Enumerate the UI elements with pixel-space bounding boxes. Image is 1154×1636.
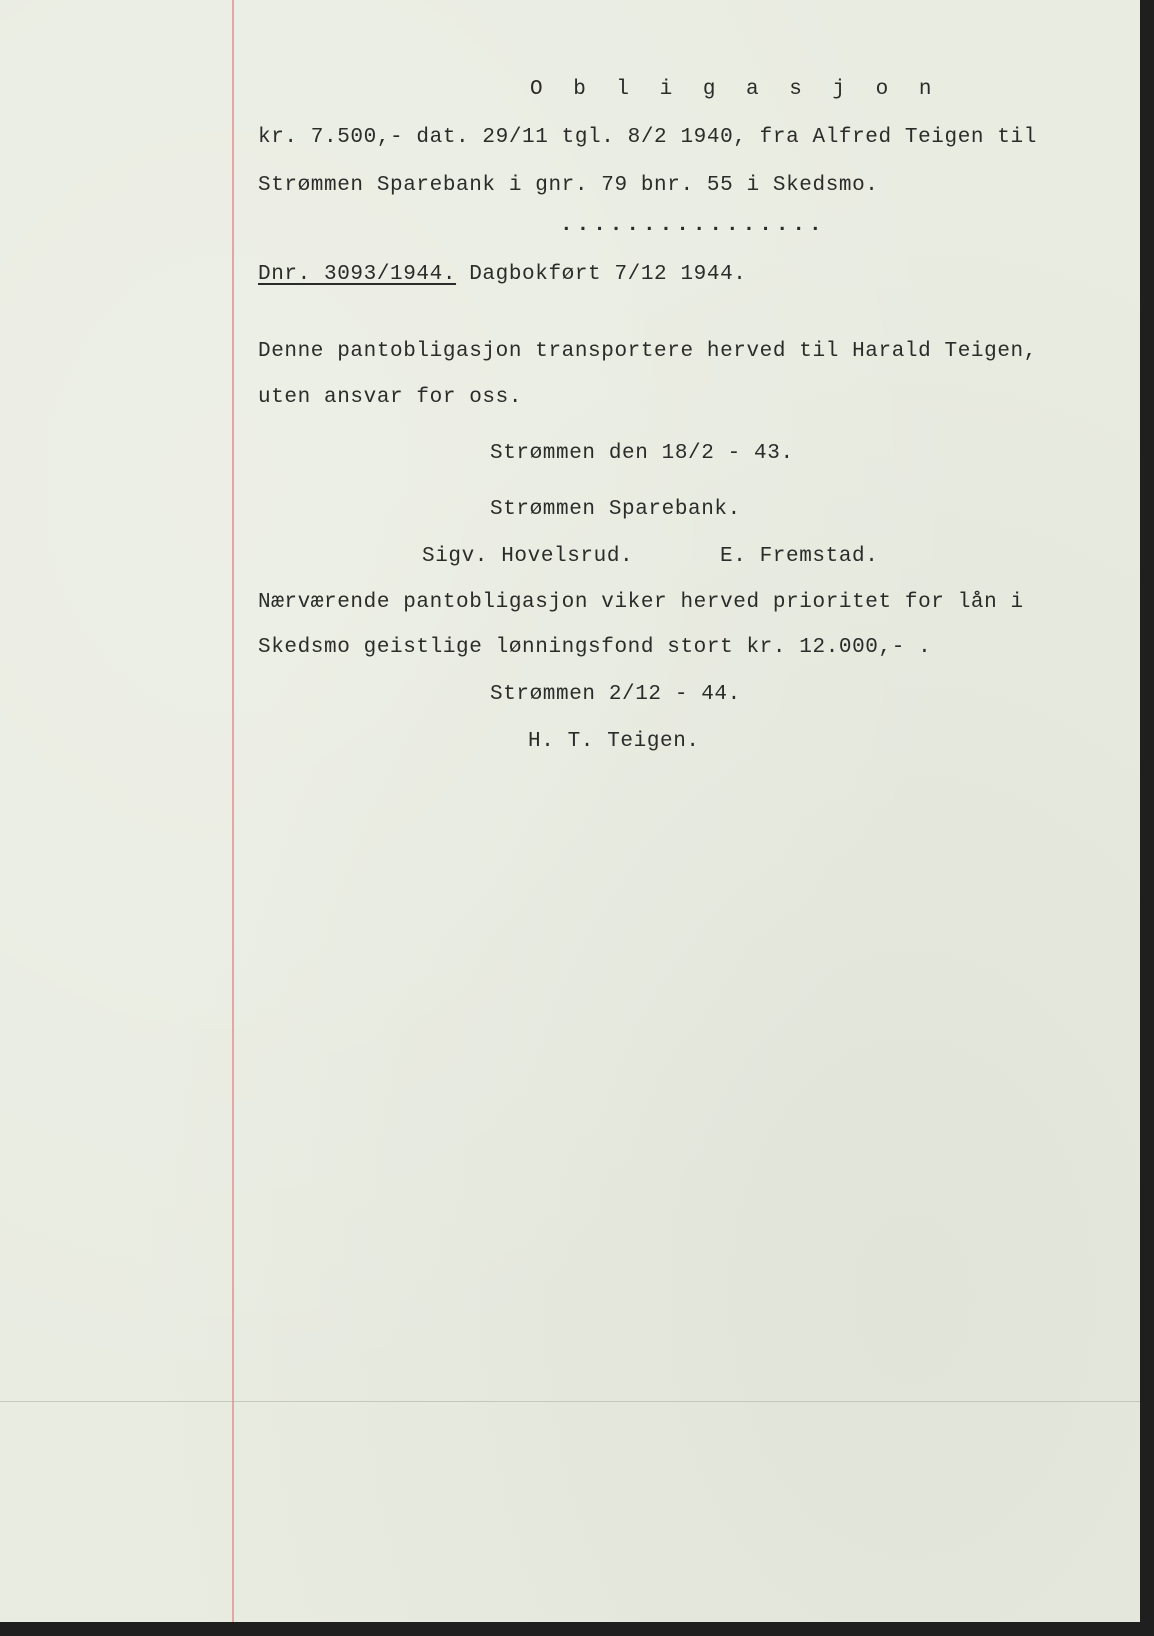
place-date-2: Strømmen 2/12 - 44.: [490, 683, 741, 706]
obligation-line-2: Strømmen Sparebank i gnr. 79 bnr. 55 i Skedsmo.: [258, 174, 879, 197]
obligation-line-1: kr. 7.500,- dat. 29/11 tgl. 8/2 1940, fra Alfred Teigen til: [258, 126, 1037, 149]
dnr-number: Dnr. 3093/1944.: [258, 263, 457, 286]
place-date-1: Strømmen den 18/2 - 43.: [490, 442, 794, 465]
margin-rule: [232, 0, 234, 1622]
dotted-separator: ................: [560, 214, 826, 237]
transfer-line-2: uten ansvar for oss.: [258, 386, 523, 409]
dnr-text: Dagbokført 7/12 1944.: [456, 263, 747, 286]
dnr-line: [258, 263, 746, 286]
bank-name: Strømmen Sparebank.: [490, 498, 741, 521]
transfer-line-1: Denne pantobligasjon transportere herved til Harald Teigen,: [258, 340, 1037, 363]
priority-line-2: Skedsmo geistlige lønningsfond stort kr. 12.000,- .: [258, 636, 932, 659]
fold-line: [0, 1401, 1140, 1402]
document-title: O b l i g a s j o n: [530, 78, 941, 101]
signature-3: H. T. Teigen.: [528, 730, 700, 753]
priority-line-1: Nærværende pantobligasjon viker herved prioritet for lån i: [258, 591, 1024, 614]
signature-1: Sigv. Hovelsrud.: [422, 545, 634, 568]
signature-2: E. Fremstad.: [720, 545, 879, 568]
